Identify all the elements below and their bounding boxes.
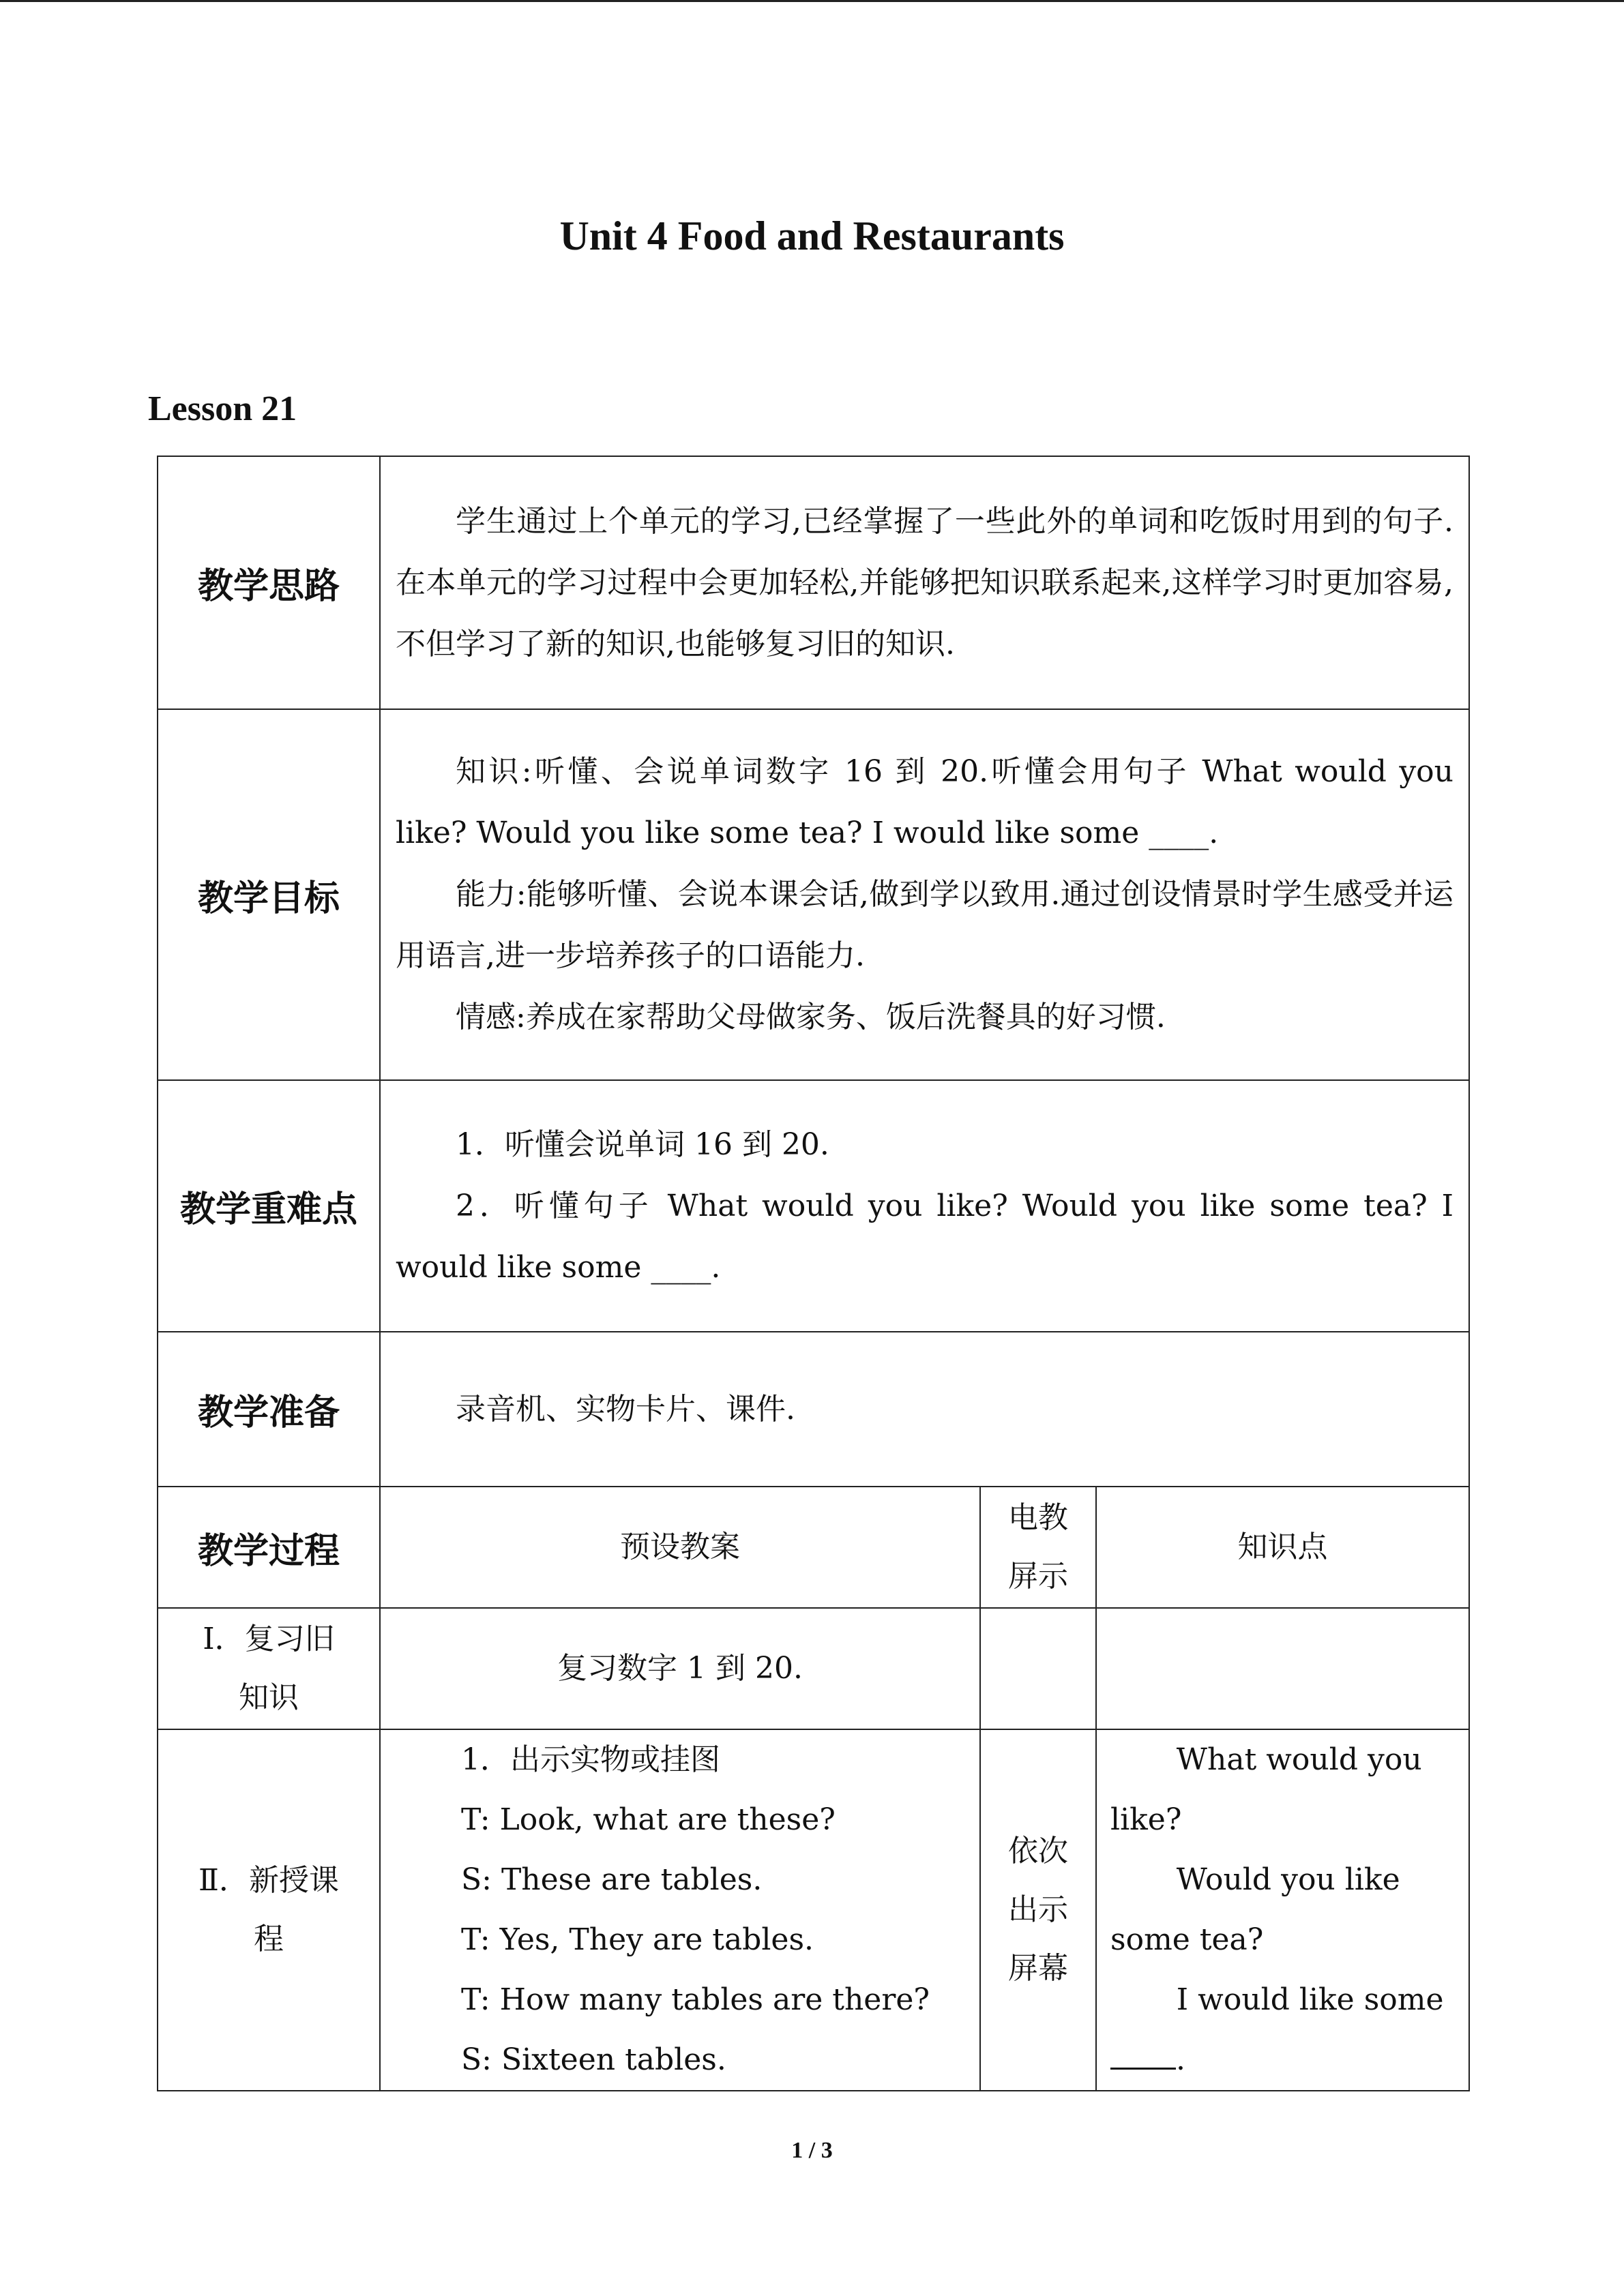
new-lesson-plan <box>380 1729 980 2091</box>
goal-emotion: 情感:养成在家帮助父母做家务、饭后洗餐具的好习惯. <box>456 1000 1166 1034</box>
row-teaching-prep <box>158 1332 1469 1487</box>
plan-line: S: These are tables. <box>461 1862 763 1897</box>
media-line: 出示 <box>1008 1892 1068 1927</box>
kp-sentence-3-cont <box>1110 2030 1455 2090</box>
goal-knowledge: 知识:听懂、会说单词数字 16 到 20.听懂会用句子 What would you like? Would you like some tea? I would like some ____. <box>396 754 1454 850</box>
label-teaching-process: 教学过程 <box>158 1487 380 1608</box>
plan-line: T: Look, what are these? <box>461 1802 836 1837</box>
cell-teaching-thinking <box>380 456 1469 709</box>
media-line: 依次 <box>1008 1834 1068 1868</box>
review-knowledge-points <box>1096 1608 1469 1729</box>
lesson-plan-table <box>157 456 1470 2091</box>
col-header-knowledge-points: 知识点 <box>1096 1487 1469 1608</box>
key-point-2: 2．听懂句子 What would you like? Would you like some tea? I would like some ____. <box>396 1188 1454 1285</box>
media-line: 屏幕 <box>1008 1951 1068 1986</box>
cell-teaching-prep <box>380 1332 1469 1487</box>
kp-sentence-2: Would you like <box>1176 1862 1400 1897</box>
plan-line: 1．出示实物或挂图 <box>461 1742 720 1777</box>
label-teaching-prep: 教学准备 <box>158 1332 380 1487</box>
new-lesson-knowledge-points <box>1096 1729 1469 2091</box>
label-new-lesson <box>158 1729 380 2091</box>
row-process-header <box>158 1487 1469 1608</box>
document-title: Unit 4 Food and Restaurants <box>559 213 1065 258</box>
kp-sentence-3-period: . <box>1176 2042 1185 2077</box>
label-new-lesson-line1: Ⅱ．新授课 <box>198 1863 339 1898</box>
kp-sentence-1: What would you <box>1176 1742 1422 1777</box>
col-header-media <box>980 1487 1096 1608</box>
page-indicator: 1 / 3 <box>791 2138 833 2163</box>
col-header-media-line1: 电教 <box>1008 1500 1068 1535</box>
key-point-1: 1．听懂会说单词 16 到 20. <box>456 1127 829 1162</box>
row-key-points <box>158 1080 1469 1332</box>
plan-line: T: How many tables are there? <box>461 1982 930 2017</box>
col-header-plan: 预设教案 <box>380 1487 980 1608</box>
label-review <box>158 1608 380 1729</box>
new-lesson-media <box>980 1729 1096 2091</box>
label-teaching-goals: 教学目标 <box>158 709 380 1080</box>
row-teaching-thinking <box>158 456 1469 709</box>
kp-sentence-2-cont: some tea? <box>1110 1922 1264 1957</box>
lesson-heading: Lesson 21 <box>148 389 297 428</box>
label-key-points: 教学重难点 <box>158 1080 380 1332</box>
cell-teaching-goals <box>380 709 1469 1080</box>
label-teaching-thinking: 教学思路 <box>158 456 380 709</box>
top-border-line <box>0 0 1624 2</box>
row-new-lesson <box>158 1729 1469 2091</box>
row-review <box>158 1608 1469 1729</box>
answer-blank <box>1110 2040 1176 2070</box>
label-review-line2: 知识 <box>239 1680 299 1715</box>
plan-line: T: Yes, They are tables. <box>461 1922 814 1957</box>
row-teaching-goals <box>158 709 1469 1080</box>
label-review-line1: Ⅰ．复习旧 <box>203 1622 335 1656</box>
label-new-lesson-line2: 程 <box>254 1922 284 1956</box>
goal-ability: 能力:能够听懂、会说本课会话,做到学以致用.通过创设情景时学生感受并运用语言,进一步培养孩子的口语能力. <box>396 877 1454 973</box>
review-media <box>980 1608 1096 1729</box>
col-header-media-line2: 屏示 <box>1008 1559 1068 1594</box>
kp-sentence-1-cont: like? <box>1110 1802 1182 1837</box>
teaching-thinking-text: 学生通过上个单元的学习,已经掌握了一些此外的单词和吃饭时用到的句子.在本单元的学习过程中会更加轻松,并能够把知识联系起来,这样学习时更加容易,不但学习了新的知识,也能够复习旧的知识. <box>396 503 1454 661</box>
cell-key-points <box>380 1080 1469 1332</box>
review-plan: 复习数字 1 到 20. <box>380 1608 980 1729</box>
kp-sentence-3: I would like some <box>1176 1982 1444 2017</box>
plan-line: S: Sixteen tables. <box>461 2042 726 2077</box>
teaching-prep-text: 录音机、实物卡片、课件. <box>456 1391 795 1427</box>
